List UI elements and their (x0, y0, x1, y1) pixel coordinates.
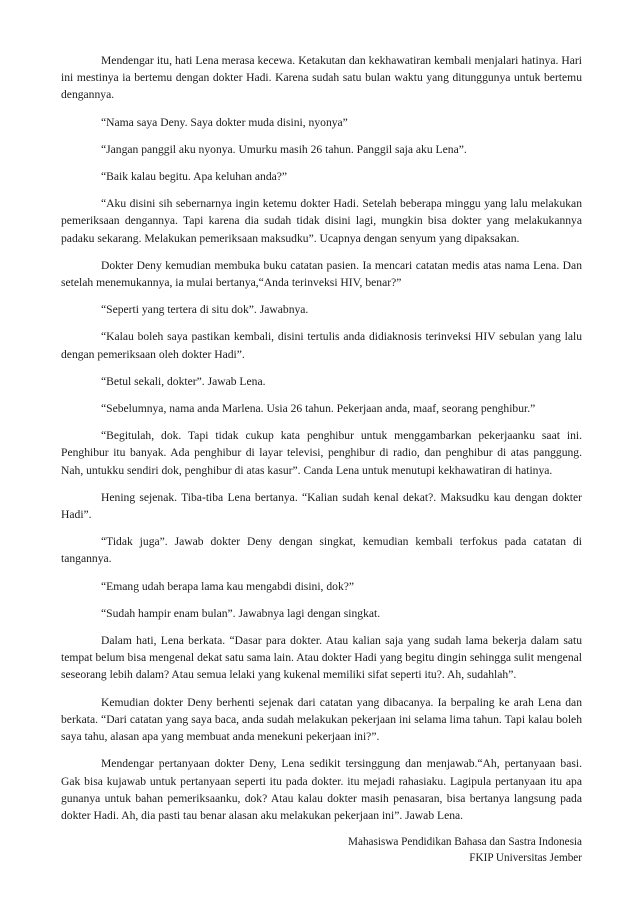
story-body (61, 52, 582, 824)
paragraph: Dokter Deny kemudian membuka buku catatan pasien. Ia mencari catatan medis atas nama Lena. Dan setelah menemukannya, ia mulai bertanya,“Anda terinveksi HIV, benar?” (61, 258, 582, 290)
paragraph: Kemudian dokter Deny berhenti sejenak dari catatan yang dibacanya. Ia berpaling ke arah Lena dan berkata. “Dari catatan yang saya baca, anda sudah melakukan pekerjaan ini selama lima tahun. Tapi kalau boleh saya tahu, alasan apa yang membuat anda menekuni pekerjaan ini?”. (61, 695, 582, 744)
paragraph: “Betul sekali, dokter”. Jawab Lena. (101, 374, 266, 388)
paragraph: “Emang udah berapa lama kau mengabdi disini, dok?” (101, 579, 355, 593)
paragraph: “Begitulah, dok. Tapi tidak cukup kata penghibur untuk menggambarkan pekerjaanku saat ini. Penghibur itu banyak. Ada penghibur di layar televisi, penghibur di radio, dan penghibur di atas panggung. Nah, untukku sendiri dok, penghibur di atas kasur”. Canda Lena untuk menutupi kekhawatiran di hatinya. (61, 429, 582, 477)
paragraph: “Sudah hampir enam bulan”. Jawabnya lagi dengan singkat. (101, 606, 381, 620)
paragraph: “Sebelumnya, nama anda Marlena. Usia 26 tahun. Pekerjaan anda, maaf, seorang penghibur.” (101, 402, 536, 416)
paragraph: “Jangan panggil aku nyonya. Umurku masih 26 tahun. Panggil saja aku Lena”. (101, 142, 467, 156)
paragraph: “Nama saya Deny. Saya dokter muda disini, nyonya” (101, 115, 348, 129)
paragraph: “Baik kalau begitu. Apa keluhan anda?” (101, 170, 288, 184)
paragraph: “Kalau boleh saya pastikan kembali, disini tertulis anda didiaknosis terinveksi HIV sebulan yang lalu dengan pemeriksaan oleh dokter Hadi”. (61, 330, 582, 361)
footer-affiliation: Mahasiswa Pendidikan Bahasa dan Sastra Indonesia (348, 836, 582, 849)
paragraph: Mendengar itu, hati Lena merasa kecewa. Ketakutan dan kekhawatiran kembali menjalari hatinya. Hari ini mestinya ia bertemu dengan dokter Hadi. Karena sudah satu bulan waktu yang ditunggunya untuk bertemu dengannya. (61, 54, 582, 102)
paragraph: “Seperti yang tertera di situ dok”. Jawabnya. (101, 303, 309, 317)
paragraph: “Aku disini sih sebernarnya ingin ketemu dokter Hadi. Setelah beberapa minggu yang lalu melakukan pemeriksaan dengannya. Tapi karena dia sudah tidak disini lagi, mungkin bisa dokter yang melakukannya padaku sekarang. Melakukan pemeriksaan maksudku”. Ucapnya dengan senyum yang dipaksakan. (61, 197, 582, 245)
paragraph: Mendengar pertanyaan dokter Deny, Lena sedikit tersinggung dan menjawab.“Ah, pertanyaan basi. Gak bisa kujawab untuk pertanyaan seperti itu pada dokter. itu mejadi rahasiaku. Lagipula pertanyaan itu apa gunanya untuk bahan pemeriksaanku, dok? Atau kalau dokter masih penasaran, bisa bertanya langsung pada dokter Hadi. Ah, dia pasti tau benar alasan aku melakukan pekerjaan ini”. Jawab Lena. (61, 757, 582, 822)
paragraph: Hening sejenak. Tiba-tiba Lena bertanya. “Kalian sudah kenal dekat?. Maksudku kau dengan dokter Hadi”. (61, 490, 582, 522)
paragraph: Dalam hati, Lena berkata. “Dasar para dokter. Atau kalian saja yang sudah lama bekerja dalam satu tempat belum bisa mengenal dekat satu sama lain. Atau dokter Hadi yang begitu dingin sehingga sulit mengenal seseorang lebih dalam? Atau semua lelaki yang kukenal memiliki sifat seperti itu?. Ah, sudahlah”. (61, 634, 582, 682)
page-footer (61, 834, 582, 866)
footer-institution: FKIP Universitas Jember (469, 852, 582, 865)
paragraph: “Tidak juga”. Jawab dokter Deny dengan singkat, kemudian kembali terfokus pada catatan di tangannya. (61, 535, 582, 566)
